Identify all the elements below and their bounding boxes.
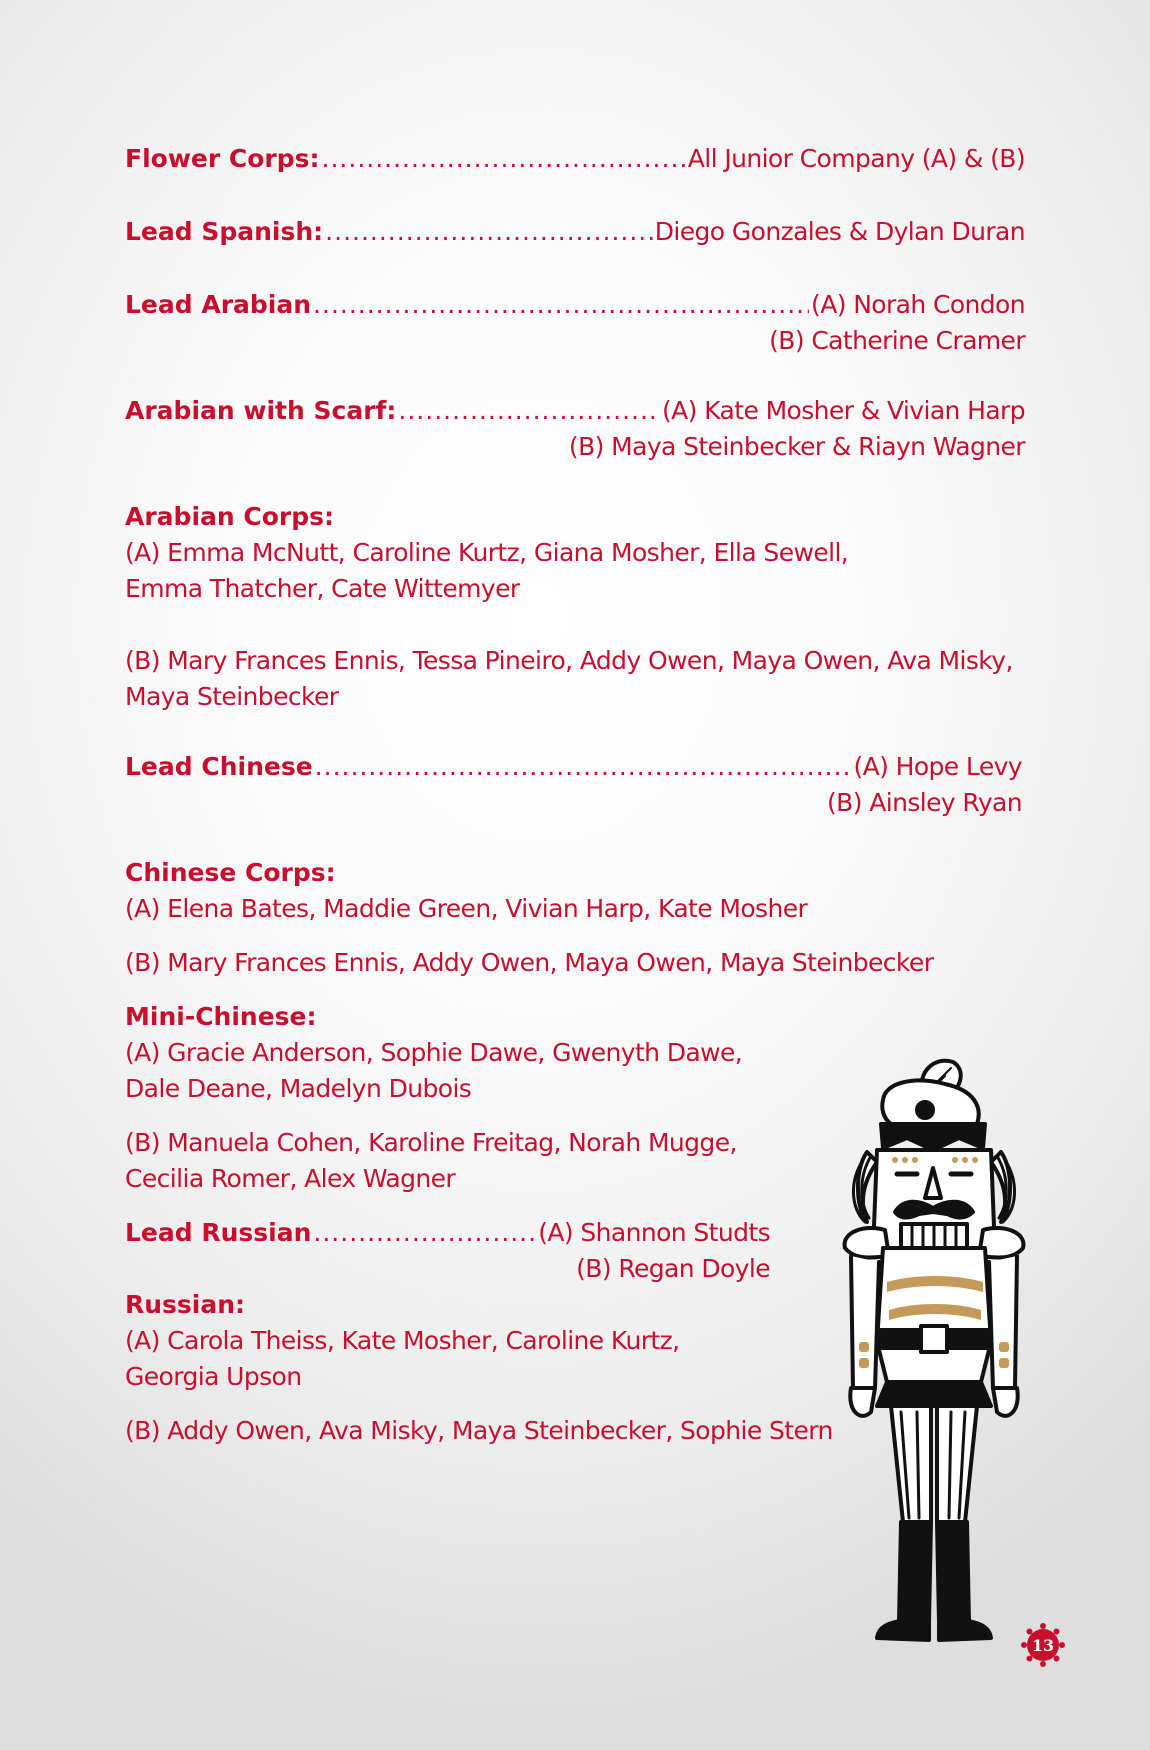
russian-a-line2: Georgia Upson: [125, 1362, 302, 1391]
chinese-corps-b-block: [125, 945, 1025, 981]
lead-russian-value-b: (B) Regan Doyle: [576, 1254, 770, 1283]
lead-chinese-value-a: (A) Hope Levy: [853, 752, 1022, 781]
arabian-scarf-value-a: (A) Kate Mosher & Vivian Harp: [662, 396, 1025, 425]
mini-chinese-a-line1: (A) Gracie Anderson, Sophie Dawe, Gwenyth Dawe,: [125, 1038, 743, 1067]
arabian-corps-b-line1: (B) Mary Frances Ennis, Tessa Pineiro, Addy Owen, Maya Owen, Ava Misky,: [125, 646, 1013, 675]
lead-chinese-value-b: (B) Ainsley Ryan: [827, 788, 1022, 817]
lead-arabian-label: Lead Arabian: [125, 290, 312, 319]
lead-russian-row: [125, 1215, 770, 1251]
arabian-scarf-label: Arabian with Scarf:: [125, 396, 397, 425]
russian-b-line1: (B) Addy Owen, Ava Misky, Maya Steinbecker, Sophie Stern: [125, 1416, 833, 1445]
arabian-corps-a-line2: Emma Thatcher, Cate Wittemyer: [125, 574, 520, 603]
arabian-scarf-row: [125, 393, 1025, 429]
lead-arabian-block: [125, 287, 1025, 359]
chinese-corps-block: [125, 855, 1025, 927]
lead-spanish-label: Lead Spanish:: [125, 217, 324, 246]
lead-spanish-row: [125, 214, 1025, 250]
mini-chinese-label: Mini-Chinese:: [125, 1002, 317, 1031]
russian-a-line1: (A) Carola Theiss, Kate Mosher, Caroline Kurtz,: [125, 1326, 680, 1355]
page-number-badge: [1020, 1622, 1066, 1668]
mini-chinese-a-line2: Dale Deane, Madelyn Dubois: [125, 1074, 472, 1103]
dot-leader: [315, 749, 852, 785]
dot-leader: [398, 393, 660, 429]
arabian-corps-b-line2: Maya Steinbecker: [125, 682, 339, 711]
lead-chinese-label: Lead Chinese: [125, 752, 313, 781]
dot-leader: [325, 214, 653, 250]
dot-leader: [313, 287, 809, 323]
lead-arabian-value-a: (A) Norah Condon: [811, 290, 1025, 319]
mini-chinese-b-line2: Cecilia Romer, Alex Wagner: [125, 1164, 456, 1193]
chinese-corps-label: Chinese Corps:: [125, 858, 336, 887]
arabian-scarf-block: [125, 393, 1025, 465]
lead-chinese-row: [125, 749, 1022, 785]
lead-russian-label: Lead Russian: [125, 1218, 312, 1247]
lead-spanish-value: Diego Gonzales & Dylan Duran: [654, 217, 1025, 246]
arabian-corps-label: Arabian Corps:: [125, 502, 335, 531]
flower-corps-label: Flower Corps:: [125, 144, 320, 173]
lead-chinese-block: [125, 749, 1022, 821]
flower-corps-value: All Junior Company (A) & (B): [687, 144, 1025, 173]
arabian-corps-block: [125, 499, 1025, 607]
nutcracker-illustration: [805, 1052, 1065, 1672]
lead-russian-value-a: (A) Shannon Studts: [538, 1218, 770, 1247]
lead-arabian-value-b: (B) Catherine Cramer: [769, 326, 1025, 355]
chinese-corps-b-line1: (B) Mary Frances Ennis, Addy Owen, Maya Owen, Maya Steinbecker: [125, 948, 934, 977]
lead-arabian-row: [125, 287, 1025, 323]
page-number: 13: [1031, 1636, 1055, 1655]
arabian-scarf-value-b: (B) Maya Steinbecker & Riayn Wagner: [568, 432, 1025, 461]
mini-chinese-b-line1: (B) Manuela Cohen, Karoline Freitag, Norah Mugge,: [125, 1128, 737, 1157]
dot-leader: [322, 141, 686, 177]
russian-label: Russian:: [125, 1290, 246, 1319]
lead-russian-block: [125, 1215, 770, 1287]
dot-leader: [313, 1215, 536, 1251]
arabian-corps-b-block: [125, 643, 1025, 715]
arabian-corps-a-line1: (A) Emma McNutt, Caroline Kurtz, Giana Mosher, Ella Sewell,: [125, 538, 849, 567]
flower-corps-row: [125, 141, 1025, 177]
chinese-corps-a-line1: (A) Elena Bates, Maddie Green, Vivian Harp, Kate Mosher: [125, 894, 808, 923]
